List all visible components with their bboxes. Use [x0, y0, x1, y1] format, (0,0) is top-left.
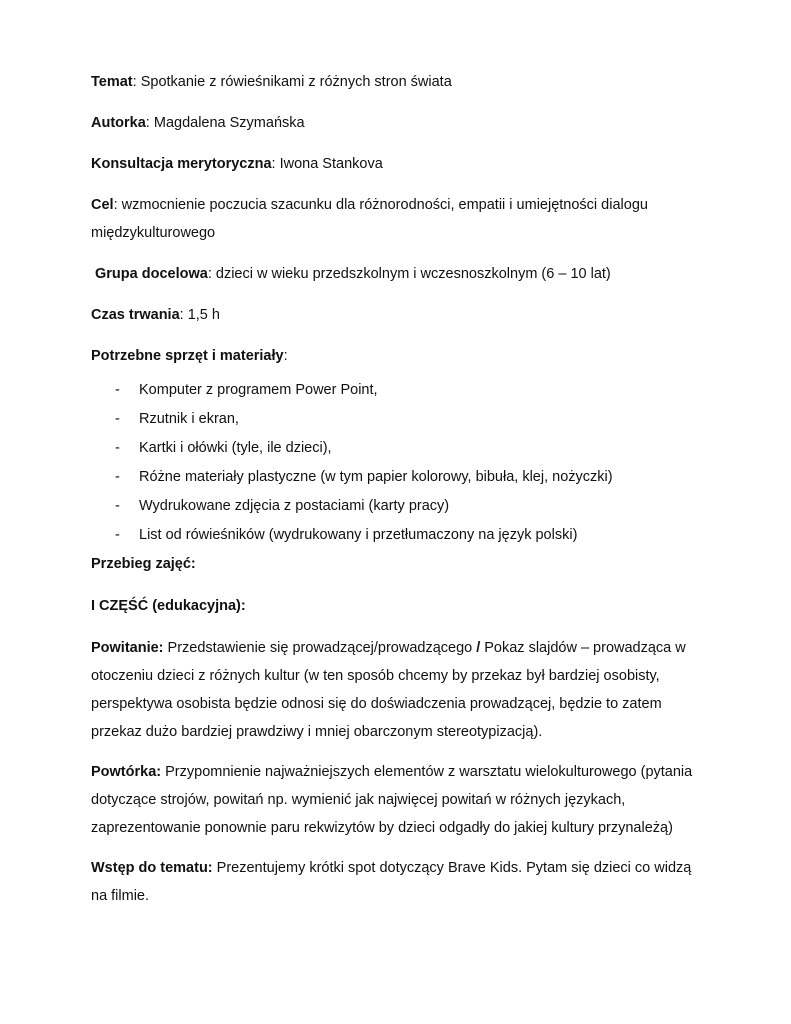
label-wstep: Wstęp do tematu:	[91, 860, 213, 876]
label-powtorka: Powtórka:	[91, 764, 162, 780]
slash-separator: /	[476, 640, 481, 656]
list-dash: -	[115, 440, 120, 456]
list-dash: -	[115, 382, 120, 398]
list-dash: -	[115, 469, 120, 485]
label-temat: Temat	[91, 74, 133, 90]
text-powitanie-2: Pokaz slajdów – prowadząca w otoczeniu dzieci z różnych kultur (w ten sposób chcemy by przekaz był bardziej osobisty, perspektywa osobista będzie odnosi się do doświadczenia prowadzącej, będzie to zatem przekaz dużo bardziej prawdziwy i mniej obarczonym stereotypizacją).	[91, 640, 686, 740]
sep-czas: :	[179, 307, 188, 323]
text-wstep: Prezentujemy krótki spot dotyczący Brave Kids. Pytam się dzieci co widzą na filmie.	[91, 860, 692, 904]
value-autorka: Magdalena Szymańska	[153, 115, 305, 131]
list-item	[115, 463, 711, 492]
heading-czesc: I CZĘŚĆ (edukacyjna):	[91, 598, 246, 614]
list-item	[115, 405, 711, 434]
sep-temat: :	[132, 74, 141, 90]
label-cel: Cel	[91, 197, 114, 213]
value-temat: Spotkanie z rówieśnikami z różnych stron świata	[140, 74, 452, 90]
field-autorka	[91, 109, 711, 137]
label-autorka: Autorka	[91, 115, 146, 131]
paragraph-wstep	[91, 854, 711, 910]
field-grupa	[91, 260, 711, 288]
label-sprzet: Potrzebne sprzęt i materiały	[91, 348, 284, 364]
sep-konsultacja: :	[271, 156, 280, 172]
list-item-text: Rzutnik i ekran,	[139, 411, 239, 427]
label-powitanie: Powitanie:	[91, 640, 164, 656]
sep-sprzet: :	[283, 348, 288, 364]
text-powtorka: Przypomnienie najważniejszych elementów z warsztatu wielokulturowego (pytania dotyczące strojów, powitań np. wymienić jak najwięcej powitań w różnych językach, zaprezentowanie ponownie paru rekwizytów by dzieci odgadły do jakiej kultury przynależą)	[91, 764, 693, 836]
sep-autorka: :	[145, 115, 154, 131]
list-item	[115, 434, 711, 463]
document-page	[91, 68, 711, 922]
materials-list	[91, 376, 711, 550]
list-item	[115, 376, 711, 405]
paragraph-powitanie	[91, 634, 711, 746]
value-cel: wzmocnienie poczucia szacunku dla różnorodności, empatii i umiejętności dialogu międzykulturowego	[91, 197, 648, 241]
field-czas	[91, 301, 711, 329]
value-konsultacja: Iwona Stankova	[279, 156, 383, 172]
paragraph-powtorka	[91, 758, 711, 842]
list-dash: -	[115, 527, 120, 543]
heading-przebieg: Przebieg zajęć:	[91, 556, 196, 572]
sep-grupa: :	[207, 266, 216, 282]
list-item-text: Komputer z programem Power Point,	[139, 382, 378, 398]
text-powitanie-1: Przedstawienie się prowadzącej/prowadzącego	[167, 640, 473, 656]
label-czas: Czas trwania	[91, 307, 180, 323]
list-item-text: Wydrukowane zdjęcia z postaciami (karty pracy)	[139, 498, 450, 514]
label-konsultacja: Konsultacja merytoryczna	[91, 156, 272, 172]
field-konsultacja	[91, 150, 711, 178]
list-dash: -	[115, 498, 120, 514]
list-item-text: List od rówieśników (wydrukowany i przetłumaczony na język polski)	[139, 527, 578, 543]
label-grupa: Grupa docelowa	[95, 266, 208, 282]
list-item-text: Różne materiały plastyczne (w tym papier kolorowy, bibuła, klej, nożyczki)	[139, 469, 613, 485]
sep-cel: :	[113, 197, 122, 213]
list-item	[115, 492, 711, 521]
list-item-text: Kartki i ołówki (tyle, ile dzieci),	[139, 440, 332, 456]
field-cel	[91, 191, 711, 247]
list-item	[115, 521, 711, 550]
field-temat	[91, 68, 711, 96]
value-grupa: dzieci w wieku przedszkolnym i wczesnoszkolnym (6 – 10 lat)	[215, 266, 611, 282]
field-sprzet	[91, 342, 711, 370]
value-czas: 1,5 h	[187, 307, 220, 323]
list-dash: -	[115, 411, 120, 427]
